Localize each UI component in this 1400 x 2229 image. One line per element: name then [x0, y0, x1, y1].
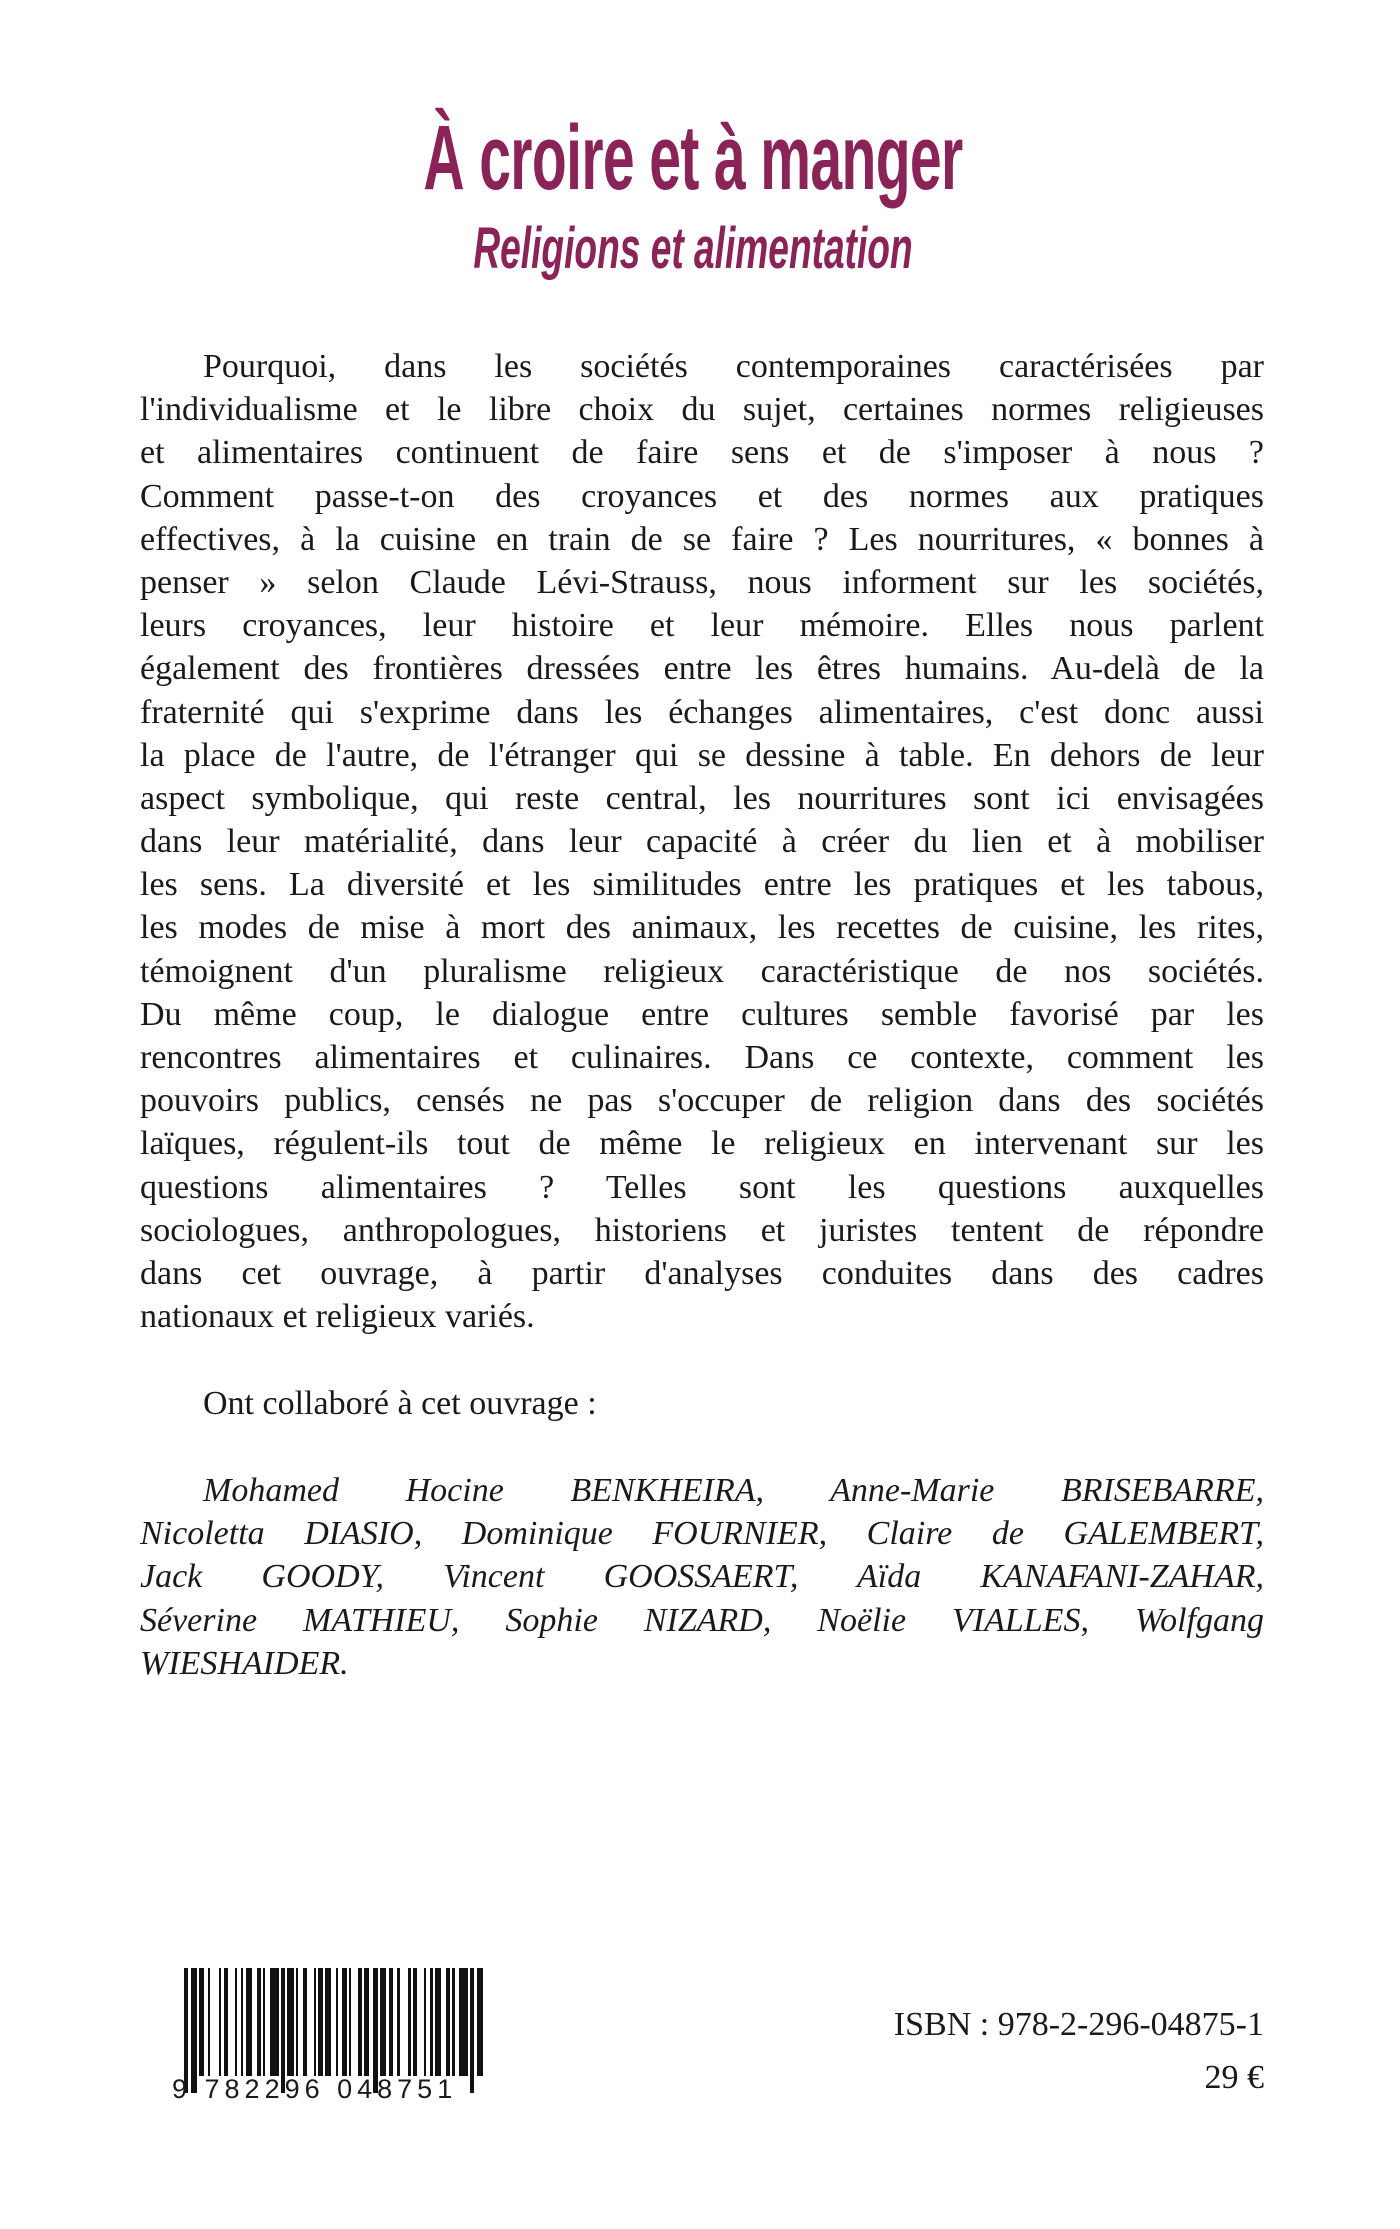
- barcode-bar: [287, 1968, 294, 2076]
- blurb-line: et alimentaires continuent de faire sens et de s'imposer à nous ?: [140, 434, 1264, 472]
- barcode-bar: [349, 1968, 351, 2076]
- barcode-bar: [364, 1968, 368, 2076]
- blurb-line: rencontres alimentaires et culinaires. Dans ce contexte, comment les: [140, 1039, 1264, 1076]
- blurb-line: Comment passe-t-on des croyances et des normes aux pratiques: [140, 477, 1264, 515]
- blurb-line: témoignent d'un pluralisme religieux caractéristique de nos sociétés.: [140, 952, 1264, 990]
- barcode-bar: [199, 1968, 203, 2076]
- blurb-line: l'individualisme et le libre choix du sujet, certaines normes religieuses: [140, 391, 1264, 429]
- book-subtitle: Religions et alimentation: [473, 216, 913, 281]
- barcode-bar: [241, 1968, 243, 2076]
- barcode-bar: [459, 1968, 468, 2076]
- blurb-line: pouvoirs publics, censés ne pas s'occuper de religion dans des sociétés: [140, 1082, 1264, 1120]
- blurb-line: les sens. La diversité et les similitudes entre les pratiques et les tabous,: [140, 866, 1264, 904]
- barcode-bar: [446, 1968, 450, 2076]
- contributors-list: [140, 1469, 1264, 1685]
- contributors-label: Ont collaboré à cet ouvrage :: [203, 1385, 597, 1422]
- blurb-line: questions alimentaires ? Telles sont les questions auxquelles: [140, 1168, 1264, 1206]
- barcode-bar: [303, 1968, 307, 2076]
- barcode-bar: [224, 1968, 228, 2076]
- barcode-bar: [435, 1968, 442, 2076]
- blurb-line: nationaux et religieux variés.: [140, 1298, 535, 1336]
- barcode-bar: [389, 1968, 393, 2076]
- book-title: À croire et à manger: [423, 107, 963, 209]
- barcode-digits: 9 782296 048751: [172, 2074, 458, 2104]
- barcode-bar: [430, 1968, 432, 2076]
- blurb-line: sociologues, anthropologues, historiens et juristes tentent de répondre: [140, 1211, 1264, 1249]
- blurb-line: Pourquoi, dans les sociétés contemporaines caractérisées par: [203, 348, 1264, 385]
- barcode-bar: [477, 1968, 484, 2076]
- barcode-bar: [397, 1968, 399, 2076]
- contributor-line: Mohamed Hocine BENKHEIRA, Anne-Marie BRISEBARRE,: [203, 1472, 1264, 1509]
- barcode-bar: [413, 1968, 417, 2076]
- barcode-bars: [184, 1968, 482, 2076]
- barcode-bar: [296, 1968, 298, 2076]
- barcode-bar: [270, 1968, 279, 2076]
- blurb-line: fraternité qui s'exprime dans les échanges alimentaires, c'est donc aussi: [140, 693, 1264, 731]
- barcode-bar: [219, 1968, 221, 2076]
- barcode-bar: [257, 1968, 261, 2076]
- blurb-line: les modes de mise à mort des animaux, les recettes de cuisine, les rites,: [140, 909, 1264, 947]
- barcode-bar: [380, 1968, 387, 2076]
- blurb-line: dans cet ouvrage, à partir d'analyses conduites dans des cadres: [140, 1254, 1264, 1292]
- contributor-line: WIESHAIDER.: [140, 1644, 349, 1682]
- barcode-bar: [452, 1968, 454, 2076]
- barcode-bar: [408, 1968, 410, 2076]
- barcode-bar: [314, 1968, 316, 2076]
- barcode-bar: [358, 1968, 362, 2076]
- blurb-line: penser » selon Claude Lévi-Strauss, nous informent sur les sociétés,: [140, 563, 1264, 601]
- blurb-line: aspect symbolique, qui reste central, les nourritures sont ici envisagées: [140, 779, 1264, 817]
- barcode-bar: [235, 1968, 237, 2076]
- barcode-bar: [208, 1968, 210, 2076]
- barcode-bar: [263, 1968, 265, 2076]
- blurb-line: Du même coup, le dialogue entre cultures semble favorisé par les: [140, 995, 1264, 1033]
- blurb-paragraph: [140, 345, 1264, 1338]
- contributor-line: Séverine MATHIEU, Sophie NIZARD, Noëlie VIALLES, Wolfgang: [140, 1601, 1264, 1639]
- isbn: ISBN : 978-2-296-04875-1: [893, 2006, 1264, 2043]
- blurb-line: laïques, régulent-ils tout de même le religieux en intervenant sur les: [140, 1125, 1264, 1163]
- price: 29 €: [1204, 2059, 1264, 2096]
- barcode-bar: [325, 1968, 332, 2076]
- blurb-line: également des frontières dressées entre les êtres humains. Au-delà de la: [140, 650, 1264, 688]
- barcode-bar: [336, 1968, 338, 2076]
- blurb-line: dans leur matérialité, dans leur capacité à créer du lien et à mobiliser: [140, 823, 1264, 861]
- contributor-line: Jack GOODY, Vincent GOOSSAERT, Aïda KANAFANI-ZAHAR,: [140, 1558, 1264, 1596]
- blurb-line: effectives, à la cuisine en train de se faire ? Les nourritures, « bonnes à: [140, 520, 1264, 558]
- blurb-line: la place de l'autre, de l'étranger qui se dessine à table. En dehors de leur: [140, 736, 1264, 774]
- barcode: [172, 1962, 492, 2107]
- barcode-bar: [424, 1968, 426, 2076]
- blurb-line: leurs croyances, leur histoire et leur mémoire. Elles nous parlent: [140, 607, 1264, 645]
- barcode-bar: [318, 1968, 322, 2076]
- barcode-bar: [342, 1968, 346, 2076]
- contributor-line: Nicoletta DIASIO, Dominique FOURNIER, Claire de GALEMBERT,: [140, 1515, 1264, 1553]
- barcode-bar: [246, 1968, 253, 2076]
